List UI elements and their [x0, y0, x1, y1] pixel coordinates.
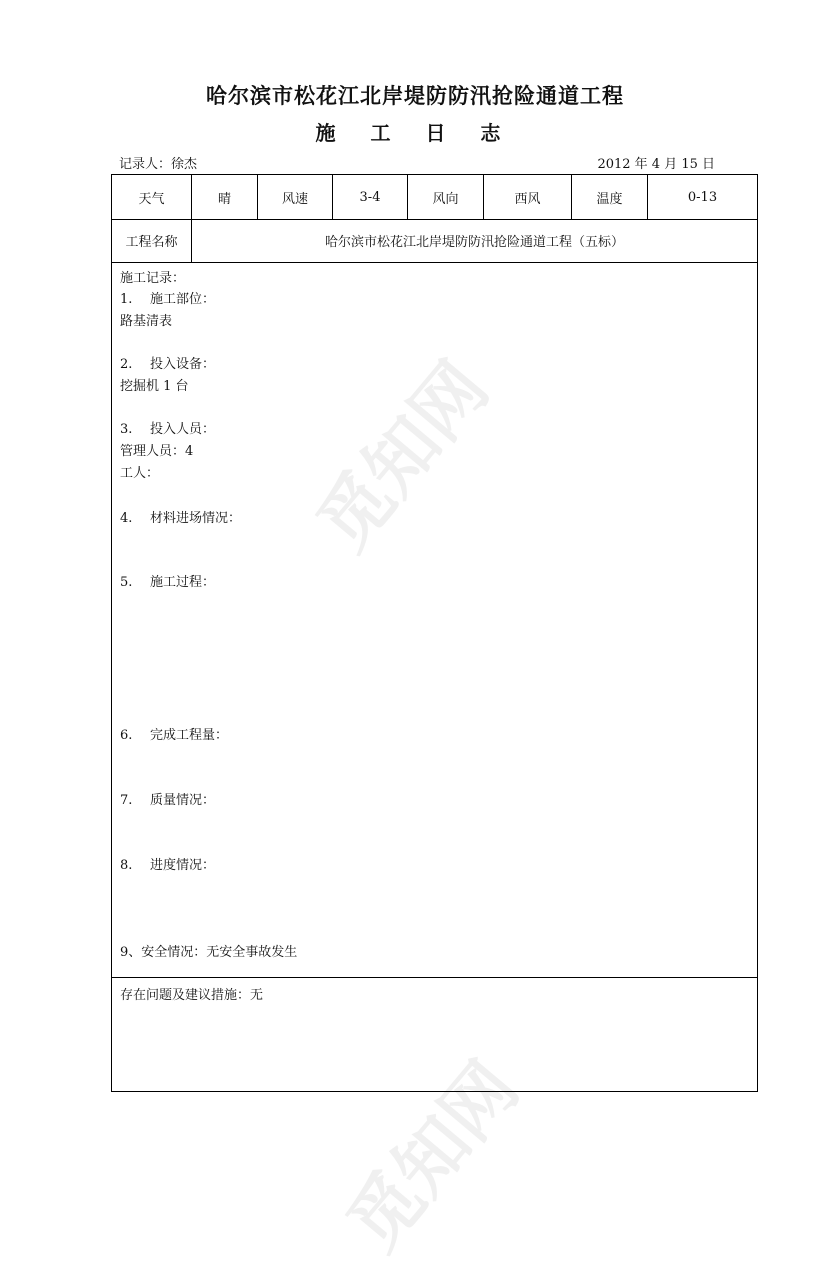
record-number: 3.	[120, 422, 133, 437]
record-number: 7.	[120, 793, 133, 808]
document-title: 哈尔滨市松花江北岸堤防防汛抢险通道工程	[206, 84, 624, 108]
record-label: 施工过程：	[150, 575, 216, 590]
temperature-label: 温度	[572, 175, 648, 219]
record-item	[120, 571, 215, 590]
wind-direction-value: 西风	[484, 175, 572, 219]
record-label: 材料进场情况：	[150, 511, 242, 526]
issues-section	[112, 977, 757, 1091]
document-subtitle: 施 工 日 志	[315, 121, 515, 145]
issues-text: 存在问题及建议措施：无	[120, 988, 264, 1003]
log-date: 2012 年 4 月 15 日	[597, 157, 715, 172]
project-label: 工程名称	[112, 219, 192, 262]
record-value: 工人：	[120, 466, 160, 481]
record-label: 投入人员：	[150, 422, 216, 437]
record-number: 6.	[120, 728, 133, 743]
watermark: 觅知网	[301, 346, 505, 566]
record-label: 投入设备：	[150, 357, 216, 372]
wind-speed-label: 风速	[258, 175, 333, 219]
record-item	[120, 418, 215, 437]
temperature-value: 0-13	[687, 189, 718, 205]
record-item	[120, 724, 228, 743]
record-number: 4.	[120, 511, 133, 526]
record-item	[120, 854, 215, 873]
record-number: 2.	[120, 357, 133, 372]
project-name: 哈尔滨市松花江北岸堤防防汛抢险通道工程（五标）	[324, 235, 624, 250]
project-row	[112, 219, 757, 263]
recorder: 记录人：徐杰	[119, 157, 198, 172]
watermark: 觅知网	[331, 1046, 535, 1266]
record-label: 进度情况：	[150, 858, 216, 873]
weather-label: 天气	[112, 175, 192, 219]
record-value: 路基清表	[120, 314, 173, 329]
safety-status: 9、安全情况：无安全事故发生	[120, 945, 298, 960]
record-item	[120, 353, 215, 372]
record-number: 1.	[120, 292, 133, 307]
record-number: 5.	[120, 575, 133, 590]
record-number: 8.	[120, 858, 133, 873]
record-label: 质量情况：	[150, 793, 216, 808]
record-value: 管理人员：4	[120, 444, 194, 459]
weather-row	[112, 175, 757, 220]
record-item	[120, 288, 215, 307]
weather-value: 晴	[192, 175, 258, 219]
record-item	[120, 789, 215, 808]
record-label: 施工部位：	[150, 292, 216, 307]
record-label: 完成工程量：	[150, 728, 229, 743]
wind-direction-label: 风向	[408, 175, 484, 219]
record-value: 挖掘机 1 台	[120, 379, 189, 394]
record-item	[120, 507, 241, 526]
log-table	[111, 174, 758, 1092]
records-heading: 施工记录：	[120, 271, 186, 286]
wind-speed-value: 3-4	[333, 175, 408, 219]
